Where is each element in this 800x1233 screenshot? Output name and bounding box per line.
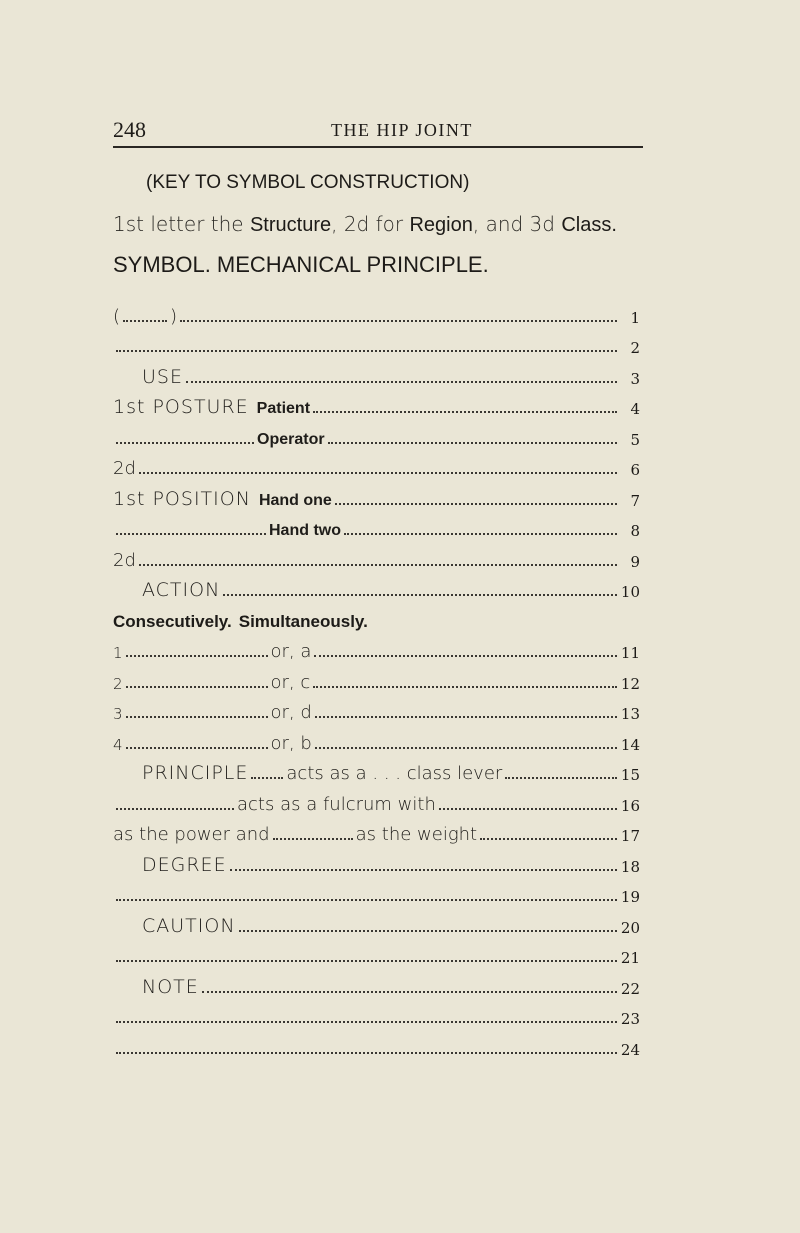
entry-row (113, 479, 640, 510)
entry-sublabel: Hand two (269, 522, 341, 539)
dot-leader (126, 686, 268, 688)
entry-number: 13 (620, 705, 640, 723)
entry-number: 5 (630, 430, 640, 449)
dot-leader (314, 655, 617, 657)
entry-number: 1 (630, 308, 640, 327)
dot-leader (180, 320, 617, 322)
entry-mid: acts as a . . . class lever (286, 763, 503, 784)
entry-number: 17 (620, 827, 640, 845)
entry-row (113, 723, 640, 754)
entry-row (113, 357, 640, 388)
entry-row (113, 906, 640, 937)
entry-number: 22 (620, 979, 640, 998)
entry-number: 23 (620, 1010, 640, 1028)
entry-number: 2 (630, 339, 640, 357)
entry-mid: or, c (270, 671, 311, 693)
entry-row (113, 754, 640, 785)
entry-number: 12 (620, 674, 640, 693)
entry-label: DEGREE (142, 853, 227, 876)
dot-leader (126, 747, 268, 749)
page-header (113, 117, 643, 147)
dot-leader (116, 960, 617, 962)
subtitle (113, 212, 617, 237)
entry-number: 18 (620, 857, 640, 876)
subtitle-part3: , and 3d (472, 212, 562, 236)
dot-leader (202, 991, 617, 993)
entry-row (113, 388, 640, 419)
entry-row (113, 662, 640, 693)
dot-leader (480, 838, 617, 840)
entry-close-paren: ) (170, 305, 178, 327)
subtitle-class: Class. (561, 214, 617, 236)
dot-leader (116, 442, 254, 444)
entry-number: 7 (630, 491, 640, 510)
entry-mid: or, d (270, 702, 312, 723)
dot-leader (230, 869, 617, 871)
simultaneously-label: Simultaneously. (238, 611, 368, 631)
dot-leader (344, 533, 617, 535)
page-number: 248 (113, 117, 146, 142)
entry-row (113, 693, 640, 724)
dot-leader (116, 350, 617, 352)
entry-row (113, 418, 640, 449)
entry-row (113, 449, 640, 480)
entry-number: 10 (620, 583, 640, 601)
entry-number: 16 (620, 796, 640, 815)
entry-label: USE (142, 365, 183, 388)
entry-row (113, 876, 640, 907)
dot-leader (116, 899, 617, 901)
entry-label: NOTE (142, 975, 199, 998)
entry-sublabel: Operator (257, 430, 325, 448)
key-title: (KEY TO SYMBOL CONSTRUCTION) (146, 172, 470, 193)
entry-row (113, 510, 640, 541)
dot-leader (251, 777, 283, 779)
entry-left: 1 (113, 644, 123, 662)
dot-leader (313, 686, 617, 688)
dot-leader (328, 442, 617, 444)
dot-leader (116, 533, 266, 535)
header-rule (113, 146, 643, 148)
dot-leader (126, 716, 268, 718)
running-title: THE HIP JOINT (331, 120, 473, 140)
entry-sublabel: Patient (256, 400, 311, 417)
entry-label: 2d (113, 458, 136, 479)
dot-leader (139, 564, 617, 566)
dot-leader (186, 381, 617, 383)
symbol-title: SYMBOL. MECHANICAL PRINCIPLE. (113, 252, 489, 277)
entry-number: 4 (630, 400, 640, 418)
entry-sublabel: Hand one (258, 491, 332, 509)
dot-leader (139, 472, 617, 474)
entry-number: 3 (630, 369, 640, 388)
dot-leader (123, 320, 167, 322)
entry-mid: or, b (270, 732, 312, 754)
subtitle-part1: 1st letter the (113, 212, 250, 236)
entry-label: CAUTION (142, 914, 236, 937)
entry-number: 15 (620, 766, 640, 784)
entry-mid: as the weight (355, 824, 478, 845)
dot-leader (116, 1052, 617, 1054)
dot-leader (223, 594, 617, 596)
subtitle-part2: , 2d for (331, 212, 410, 236)
entry-row (113, 1028, 640, 1059)
entry-row (113, 540, 640, 571)
entry-label: 1st POSITION (113, 487, 251, 510)
entry-number: 11 (620, 644, 640, 662)
entry-number: 24 (620, 1040, 640, 1059)
entry-label: 2d (113, 549, 136, 571)
dot-leader (315, 747, 617, 749)
entry-row (113, 998, 640, 1029)
entry-row (113, 296, 640, 327)
entry-left: 2 (113, 674, 123, 693)
entry-mid: or, a (270, 641, 312, 662)
dot-leader (439, 808, 617, 810)
entry-left: 4 (113, 735, 123, 754)
entry-label: PRINCIPLE (142, 762, 249, 784)
entry-number: 19 (620, 888, 640, 906)
entry-row (113, 937, 640, 968)
dot-leader (335, 503, 617, 505)
entry-row (113, 327, 640, 358)
dot-leader (273, 838, 353, 840)
consecutively-label: Consecutively. (113, 611, 232, 631)
dot-leader (239, 930, 617, 932)
dot-leader (313, 411, 617, 413)
entry-label: ACTION (142, 579, 221, 601)
dot-leader (116, 808, 234, 810)
entry-number: 14 (620, 735, 640, 754)
dot-leader (505, 777, 617, 779)
entry-left: 3 (113, 705, 123, 723)
entry-row (113, 632, 640, 663)
subtitle-structure: Structure (249, 214, 332, 236)
entry-number: 6 (630, 461, 640, 479)
symbol-entries (113, 296, 640, 1059)
entry-number: 20 (620, 918, 640, 937)
entry-number: 8 (630, 522, 640, 540)
entry-mid: acts as a fulcrum with (237, 793, 436, 815)
entry-left: as the power and (113, 824, 270, 845)
entry-row (113, 571, 640, 602)
dot-leader (126, 655, 268, 657)
entry-label: 1st POSTURE (113, 396, 249, 418)
entry-row (113, 815, 640, 846)
dot-leader (315, 716, 617, 718)
entry-row (113, 784, 640, 815)
concurrency-heading (113, 601, 640, 632)
entry-number: 9 (630, 552, 640, 571)
subtitle-region: Region (409, 214, 473, 236)
entry-number: 21 (620, 949, 640, 967)
entry-open-paren: ( (113, 305, 121, 327)
dot-leader (116, 1021, 617, 1023)
entry-row (113, 967, 640, 998)
entry-row (113, 845, 640, 876)
